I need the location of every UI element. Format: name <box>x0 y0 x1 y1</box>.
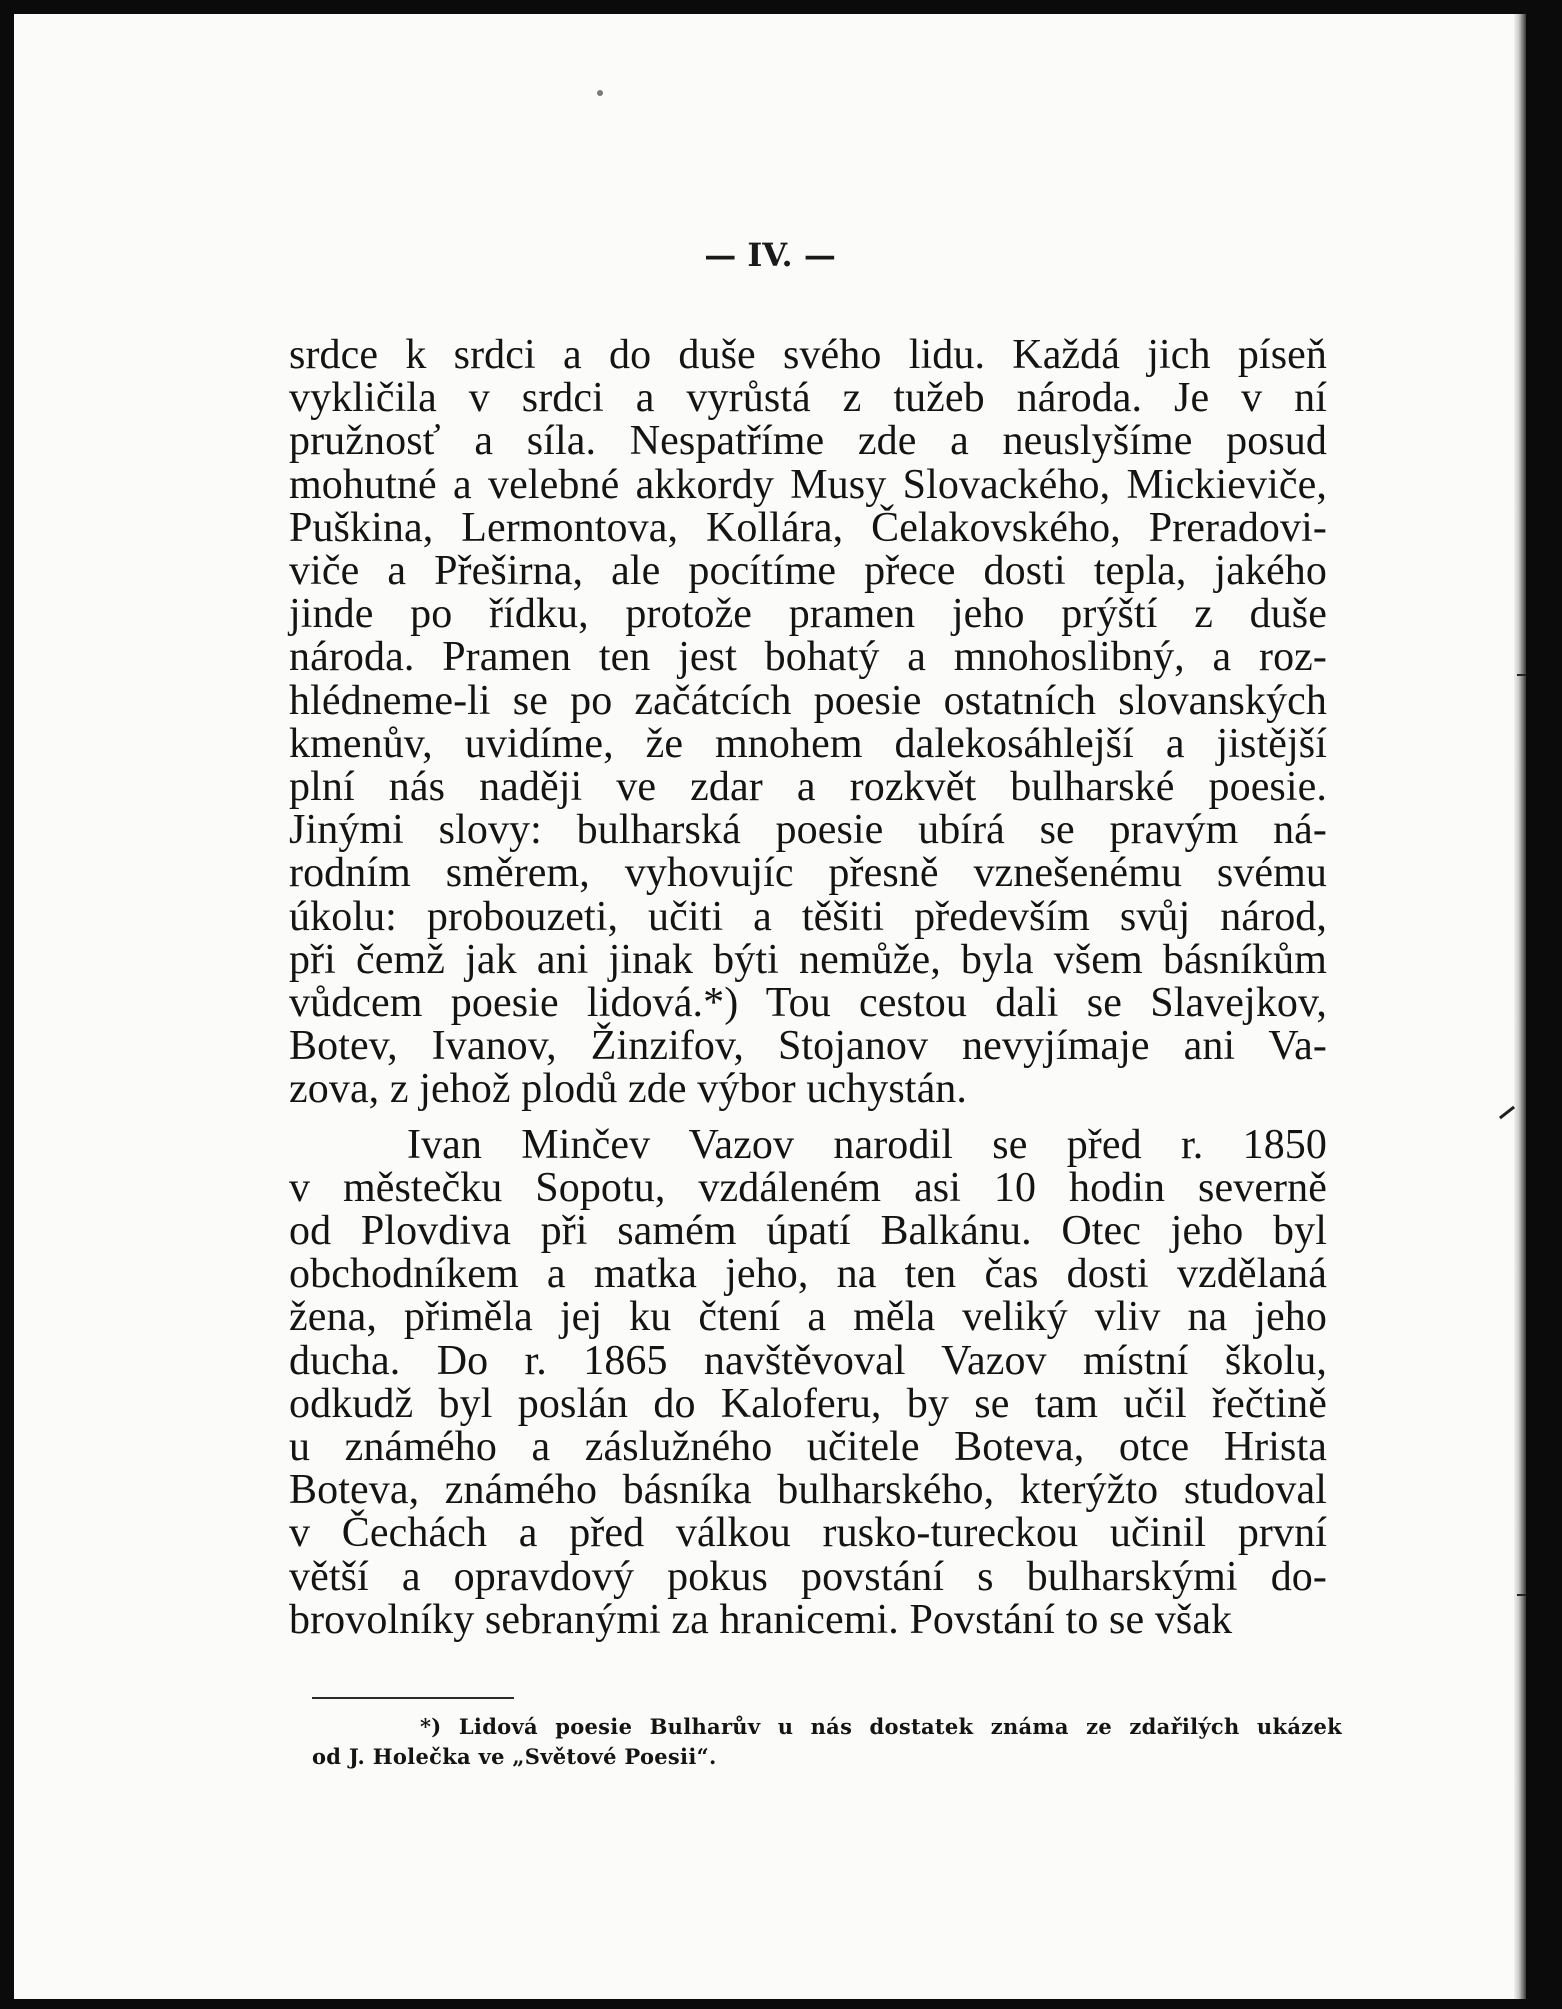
text-line: zova, z jehož plodů zde výbor uchystán. <box>289 1066 968 1113</box>
text-line: vůdcem poesie lidová.*) Tou cestou dali se Slavejkov, <box>289 980 1327 1027</box>
text-line: rodním směrem, vyhovujíc přesně vznešenému svému <box>289 850 1327 897</box>
body-text <box>289 334 1327 1642</box>
text-line: vykličila v srdci a vyrůstá z tužeb národa. Je v ní <box>289 375 1327 422</box>
text-line: Ivan Minčev Vazov narodil se před r. 1850 <box>407 1121 1327 1168</box>
text-line: národa. Pramen ten jest bohatý a mnohoslibný, a roz- <box>289 634 1327 681</box>
text-line: srdce k srdci a do duše svého lidu. Každá jich píseň <box>289 332 1327 378</box>
text-line: větší a opravdový pokus povstání s bulharskými do- <box>289 1553 1327 1600</box>
text-line: v Čechách a před válkou rusko-tureckou učinil první <box>289 1510 1327 1557</box>
text-line: obchodníkem a matka jeho, na ten čas dosti vzdělaná <box>289 1251 1327 1298</box>
text-line: úkolu: probouzeti, učiti a těšiti především svůj národ, <box>289 893 1327 940</box>
text-line: v městečku Sopotu, vzdáleném asi 10 hodin severně <box>289 1164 1327 1211</box>
text-line: žena, přiměla jej ku čtení a měla veliký vliv na jeho <box>289 1294 1327 1341</box>
page-spine-shadow <box>1514 14 1526 1999</box>
text-line: Boteva, známého básníka bulharského, kterýžto studoval <box>289 1467 1327 1514</box>
print-speck <box>597 90 603 96</box>
footnote <box>312 1712 1342 1772</box>
footnote-rule <box>312 1697 514 1699</box>
text-line: odkudž byl poslán do Kaloferu, by se tam učil řečtině <box>289 1380 1327 1427</box>
paragraph-2 <box>289 1121 1327 1643</box>
text-line: viče a Přeširna, ale pocítíme přece dosti tepla, jakého <box>289 548 1327 595</box>
spine-mark <box>1517 1594 1526 1596</box>
book-page <box>14 14 1526 1999</box>
text-line: pružnosť a síla. Nespatříme zde a neuslyšíme posud <box>289 418 1327 465</box>
text-line: jinde po řídku, protože pramen jeho prýští z duše <box>289 591 1327 638</box>
text-line: od Plovdiva při samém úpatí Balkánu. Otec jeho byl <box>289 1208 1327 1255</box>
text-line: u známého a záslužného učitele Boteva, otce Hrista <box>289 1424 1327 1471</box>
paragraph-1 <box>289 334 1327 1112</box>
footnote-line: od J. Holečka ve „Světové Poesii“. <box>312 1744 717 1769</box>
text-line: Jinými slovy: bulharská poesie ubírá se pravým ná- <box>289 807 1327 854</box>
spine-mark <box>1517 674 1526 676</box>
text-line: plní nás naději ve zdar a rozkvět bulharské poesie. <box>289 764 1327 811</box>
text-line: ducha. Do r. 1865 navštěvoval Vazov místní školu, <box>289 1337 1327 1384</box>
text-line: hlédneme-li se po začátcích poesie ostatních slovanských <box>289 677 1327 724</box>
text-line: Puškina, Lermontova, Kollára, Čelakovského, Preradovi- <box>289 504 1327 551</box>
footnote-line: *) Lidová poesie Bulharův u nás dostatek známa ze zdařilých ukázek <box>420 1714 1342 1739</box>
text-line: kmenův, uvidíme, že mnohem dalekosáhlejší a jistější <box>289 720 1327 767</box>
page-number: — IV. — <box>704 236 836 274</box>
text-line: brovolníky sebranými za hranicemi. Povstání to se však <box>289 1596 1233 1643</box>
margin-mark <box>1499 1106 1515 1119</box>
text-line: Botev, Ivanov, Žinzifov, Stojanov nevyjímaje ani Va- <box>289 1023 1327 1070</box>
text-line: mohutné a velebné akkordy Musy Slovackého, Mickieviče, <box>289 461 1327 508</box>
text-line: při čemž jak ani jinak býti nemůže, byla všem básníkům <box>289 936 1327 983</box>
